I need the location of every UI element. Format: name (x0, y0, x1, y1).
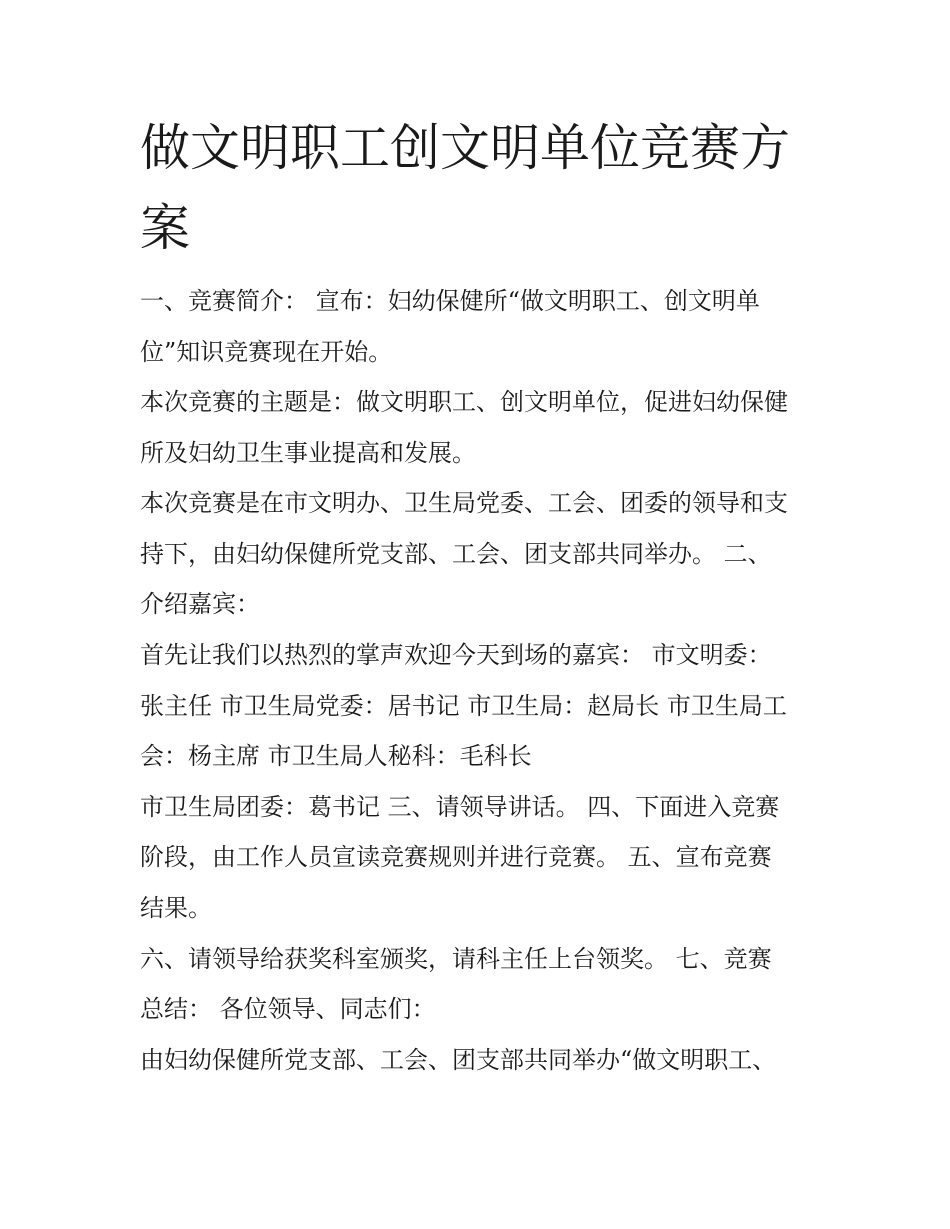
body-line-6: 持下，由妇幼保健所党支部、工会、团支部共同举办。 二、 (140, 540, 772, 568)
body-line-9: 张主任 市卫生局党委：居书记 市卫生局：赵局长 市卫生局工 (140, 692, 787, 720)
document-title-line-1: 做文明职工创文明单位竞赛方 (140, 119, 790, 177)
body-line-8: 首先让我们以热烈的掌声欢迎今天到场的嘉宾： 市文明委： (140, 641, 772, 669)
body-line-15: 总结： 各位领导、同志们： (140, 995, 436, 1023)
body-line-16: 由妇幼保健所党支部、工会、团支部共同举办“做文明职工、 (140, 1046, 777, 1074)
body-line-5: 本次竞赛是在市文明办、卫生局党委、工会、团委的领导和支 (140, 489, 788, 517)
body-line-3: 本次竞赛的主题是：做文明职工、创文明单位，促进妇幼保健 (140, 388, 788, 416)
body-line-4: 所及妇幼卫生事业提高和发展。 (140, 439, 476, 467)
body-line-14: 六、请领导给获奖科室颁奖，请科主任上台领奖。 七、竞赛 (140, 945, 772, 973)
body-line-13: 结果。 (140, 894, 212, 922)
body-line-12: 阶段，由工作人员宣读竞赛规则并进行竞赛。 五、宣布竞赛 (140, 843, 772, 871)
body-line-1: 一、竞赛简介： 宣布：妇幼保健所“做文明职工、创文明单 (140, 287, 760, 315)
body-line-7: 介绍嘉宾： (140, 590, 260, 618)
body-line-2: 位”知识竞赛现在开始。 (140, 338, 393, 366)
body-line-10: 会：杨主席 市卫生局人秘科：毛科长 (140, 742, 532, 770)
body-line-11: 市卫生局团委：葛书记 三、请领导讲话。 四、下面进入竞赛 (140, 793, 780, 821)
document-title-line-2: 案 (140, 199, 190, 257)
